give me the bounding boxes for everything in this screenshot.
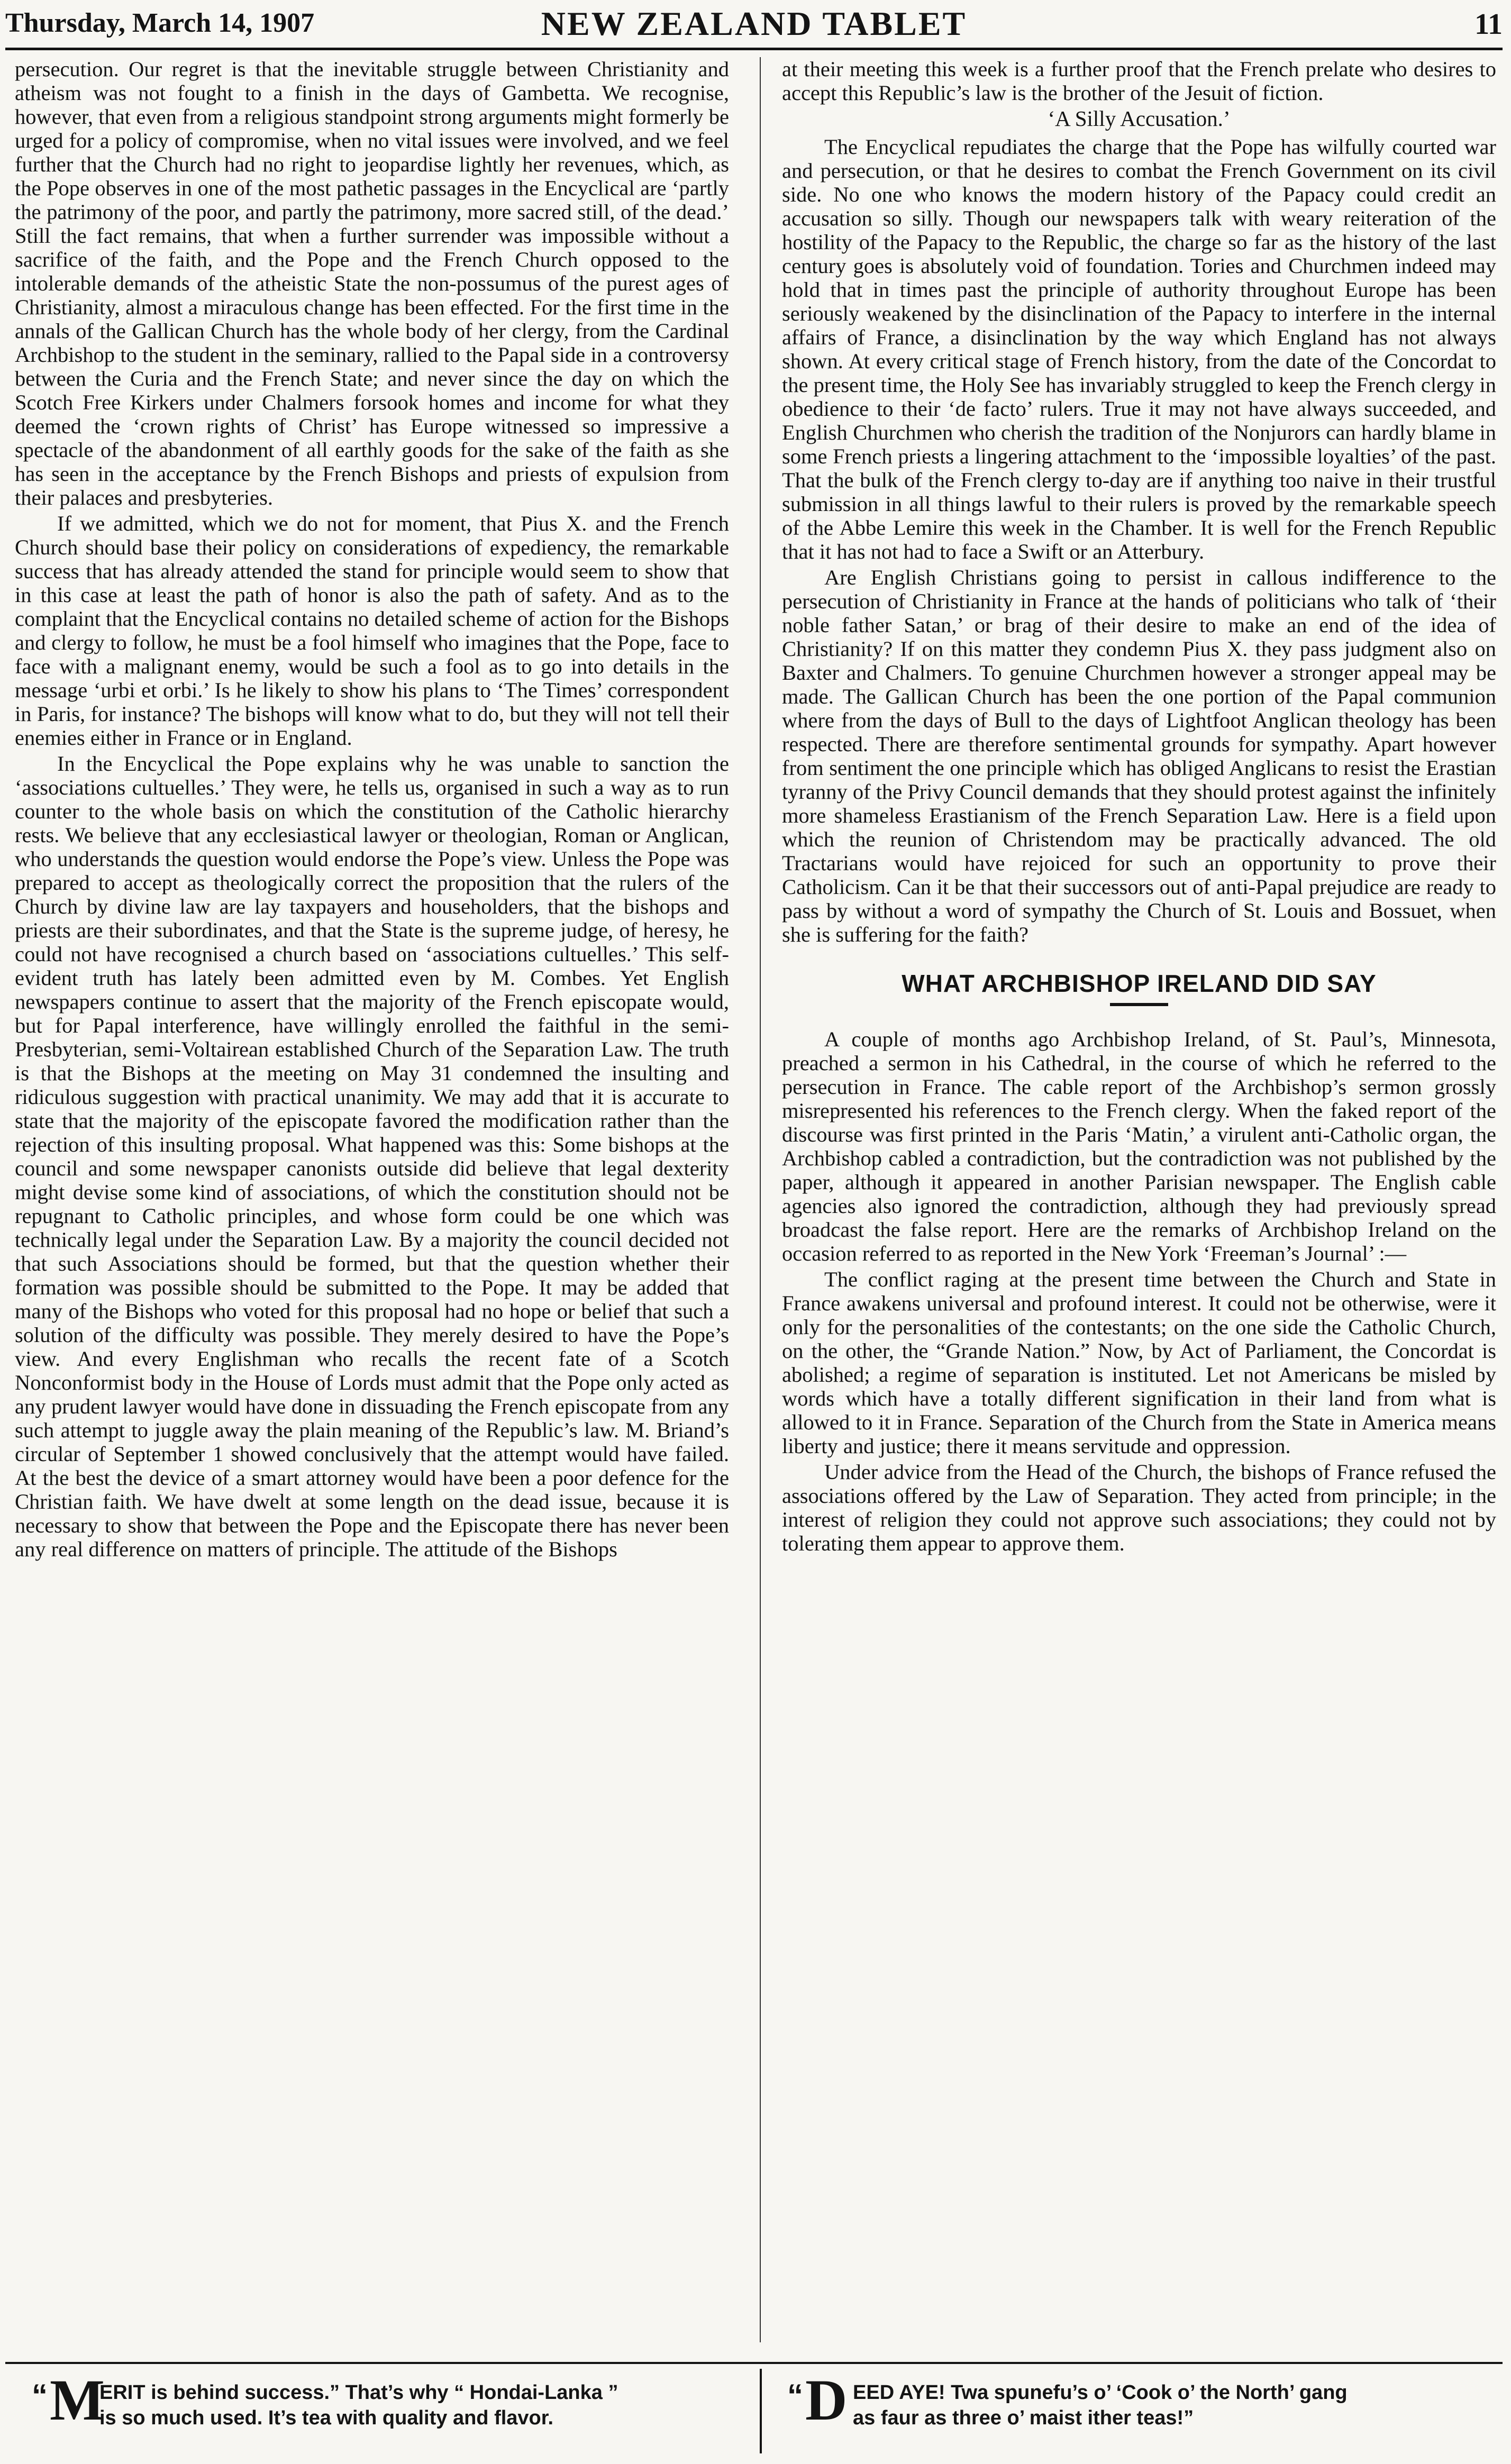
masthead-title: NEW ZEALAND TABLET — [541, 5, 967, 42]
advertisement-hondai-lanka — [32, 2368, 741, 2448]
ad-open-quote: “ — [32, 2378, 48, 2413]
ad-drop-letter: D — [805, 2368, 848, 2432]
ad-line: as faur as three o’ maist ither teas!” — [853, 2407, 1194, 2429]
left-column — [15, 57, 729, 2342]
ad-open-quote: “ — [787, 2378, 803, 2413]
issue-date: Thursday, March 14, 1907 — [5, 8, 315, 38]
paragraph: The conflict raging at the present time between the Church and State in France awakens universal and profound interest. It could not be otherwise, were it only for the personalities of the contestants; on the one side the Catholic Church, on the other, the “Grande Nation.” Now, by Act of Parliament, the Concordat is abolished; a regime of separation is instituted. Let not Americans be misled by words which have a totally different signification in their land from what is allowed to it in France. Separation of the Church from the State in America means liberty and justice; there it means servitude and oppression. — [782, 1267, 1496, 1458]
advertisement-cook-o-the-north — [787, 2368, 1496, 2448]
paragraph: Are English Christians going to persist in callous indifference to the persecution of Christianity in France at the hands of politicians who talk of ‘their noble father Satan,’ or brag of their desire to make an end of the idea of Christianity? If on this matter they condemn Pius X. they pass judgment also on Baxter and Chalmers. To genuine Churchmen however a stronger appeal may be made. The Gallican Church has been the one portion of the Papal communion where from the days of Bull to the days of Lightfoot Anglican theology has been respected. There are therefore sentimental grounds for sympathy. Apart however from sentiment the one principle which has obliged Anglicans to resist the Erastian tyranny of the Privy Council demands that they should protest against the infinitely more shameless Erastianism of the French Separation Law. Here is a field upon which the reunion of Christendom may be practically advanced. The old Tractarians would have rejoiced for such an opportunity to prove their Catholicism. Can it be that their successors out of anti-Papal prejudice are ready to pass by without a word of sympathy the Church of St. Louis and Bossuet, when she is suffering for the faith? — [782, 565, 1496, 946]
ad-drop-letter: M — [50, 2368, 105, 2432]
page-number: 11 — [1474, 8, 1503, 41]
paragraph: Under advice from the Head of the Church, the bishops of France refused the associations offered by the Law of Separation. They acted from principle; in the interest of religion they could not approve such associations; they could not by tolerating them appear to approve them. — [782, 1460, 1496, 1555]
footer-divider — [760, 2369, 762, 2453]
section-subheading: ‘A Silly Accusation.’ — [1048, 106, 1231, 131]
paragraph: If we admitted, which we do not for moment, that Pius X. and the French Church should base their policy on considerations of expediency, the remarkable success that has already attended the stand for principle would seem to show that in this case at least the path of honor is also the path of safety. And as to the complaint that the Encyclical contains no detailed scheme of action for the Bishops and clergy to follow, he must be a fool himself who imagines that the Pope, face to face with a malignant enemy, would be such a fool as to go into details in the message ‘urbi et orbi.’ Is he likely to show his plans to ‘The Times’ correspondent in Paris, for instance? The bishops will know what to do, but they will not tell their enemies either in France or in England. — [15, 512, 729, 750]
paragraph: In the Encyclical the Pope explains why he was unable to sanction the ‘associations cultuelles.’ They were, he tells us, organised in such a way as to run counter to the whole basis on which the constitution of the Catholic hierarchy rests. We believe that any ecclesiastical lawyer or theologian, Roman or Anglican, who understands the question would endorse the Pope’s view. Unless the Pope was prepared to accept as theologically correct the proposition that the rulers of the Church by divine law are lay taxpayers and householders, that the bishops and priests are their subordinates, and that the State is the supreme judge, of heresy, he could not have recognised a church based on ‘associations cultuelles.’ This self-evident truth has lately been admitted even by M. Combes. Yet English newspapers continue to assert that the majority of the French episcopate would, but for Papal interference, have willingly enrolled the faithful in the semi-Presbyterian, semi-Voltairean established Church of the Separation Law. The truth is that the Bishops at the meeting on May 31 condemned the insulting and ridiculous suggestion with practical unanimity. We may add that it is accurate to state that the majority of the episcopate favored the modification rather than the rejection of this insulting proposal. What happened was this: Some bishops at the council and some newspaper canonists outside did believe that legal dexterity might devise some kind of associations, of which the constitution should not be repugnant to Catholic principles, and whose form could be one which was technically legal under the Separation Law. By a majority the council decided not that such Associations should be formed, but that the question whether their formation was possible should be submitted to the Pope. It may be added that many of the Bishops who voted for this proposal had no hope or belief that such a solution of the difficulty was possible. They merely desired to have the Pope’s view. And every Englishman who recalls the recent fate of a Scotch Nonconformist body in the House of Lords must admit that the Pope only acted as any prudent lawyer would have done in dissuading the French episcopate from any such attempt to juggle away the plain meaning of the Republic’s law. M. Briand’s circular of September 1 showed conclusively that the attempt would have failed. At the best the device of a smart attorney would have been a poor defence for the Christian faith. We have dwelt at some length on the dead issue, because it is necessary to show that between the Pope and the Episcopate there has never been any real difference on matters of principle. The attitude of the Bishops — [15, 752, 729, 1561]
paragraph: A couple of months ago Archbishop Ireland, of St. Paul’s, Minnesota, preached a sermon in his Cathedral, in the course of which he referred to the persecution in France. The cable report of the Archbishop’s sermon grossly misrepresented his references to the French clergy. When the faked report of the discourse was first printed in the Paris ‘Matin,’ a virulent anti-Catholic organ, the Archbishop cabled a contradiction, but the contradiction was not published by the paper, although it appeared in another Parisian newspaper. The English cable agencies also ignored the contradiction, although they had previously spread broadcast the false report. Here are the remarks of Archbishop Ireland on the occasion referred to as reported in the New York ‘Freeman’s Journal’ :— — [782, 1027, 1496, 1265]
column-divider — [760, 57, 761, 2342]
headline-ornament — [1110, 1001, 1168, 1008]
ad-line: EED AYE! Twa spunefu’s o’ ‘Cook o’ the North’ gang — [853, 2381, 1348, 2404]
ad-line: is so much used. It’s tea with quality and flavor. — [99, 2407, 554, 2429]
footer-rule — [5, 2362, 1503, 2364]
ad-line: ERIT is behind success.” That’s why “ Hondai-Lanka ” — [99, 2381, 618, 2404]
header-rule — [5, 48, 1503, 50]
right-column — [782, 57, 1496, 2342]
page-header — [5, 4, 1503, 48]
paragraph: at their meeting this week is a further proof that the French prelate who desires to accept this Republic’s law is the brother of the Jesuit of fiction. — [782, 57, 1496, 105]
paragraph: The Encyclical repudiates the charge that the Pope has wilfully courted war and persecution, or that he desires to combat the French Government on its civil side. No one who knows the modern history of the Papacy could credit an accusation so silly. Though our newspapers talk with weary reiteration of the hostility of the Papacy to the Republic, the charge so far as the history of the last century goes is absolutely void of foundation. Tories and Churchmen indeed may hold that in times past the principle of authority throughout Europe has been seriously weakened by the disinclination of the Papacy to interfere in the internal affairs of France, a disinclination by the way which England has not always shown. At every critical stage of French history, from the date of the Concordat to the present time, the Holy See has invariably struggled to keep the French clergy in obedience to their ‘de facto’ rulers. True it may not have always succeeded, and English Churchmen who cherish the tradition of the Nonjurors can hardly blame in some French priests a lingering attachment to the ‘impossible loyalties’ of the past. That the bulk of the French clergy to-day are if anything too naive in their trustful submission in all things lawful to their rulers is proved by the remarkable speech of the Abbe Lemire this week in the Chamber. It is well for the French Republic that it has not had to face a Swift or an Atterbury. — [782, 135, 1496, 563]
article-headline: WHAT ARCHBISHOP IRELAND DID SAY — [902, 970, 1377, 997]
paragraph: persecution. Our regret is that the inevitable struggle between Christianity and atheism was not fought to a finish in the days of Gambetta. We recognise, however, that even from a religious standpoint strong arguments might formerly be urged for a policy of compromise, when no vital issues were involved, and we feel further that the Church had no right to jeopardise lightly her revenues, which, as the Pope observes in one of the most pathetic passages in the Encyclical are ‘partly the patrimony of the poor, and partly the patrimony, more sacred still, of the dead.’ Still the fact remains, that when a further surrender was impossible without a sacrifice of the faith, and the Pope and the French Church opposed to the intolerable demands of the atheistic State the non-possumus of the purest ages of Christianity, almost a miraculous change has been effected. For the first time in the annals of the Gallican Church has the whole body of her clergy, from the Cardinal Archbishop to the student in the seminary, rallied to the Papal side in a controversy between the Curia and the French State; and never since the day on which the Scotch Free Kirkers under Chalmers forsook homes and income for what they deemed the ‘crown rights of Christ’ has Europe witnessed so impressive a spectacle of the abandonment of all earthly goods for the sake of the faith as she has seen in the acceptance by the French Bishops and priests of expulsion from their palaces and presbyteries. — [15, 57, 729, 509]
